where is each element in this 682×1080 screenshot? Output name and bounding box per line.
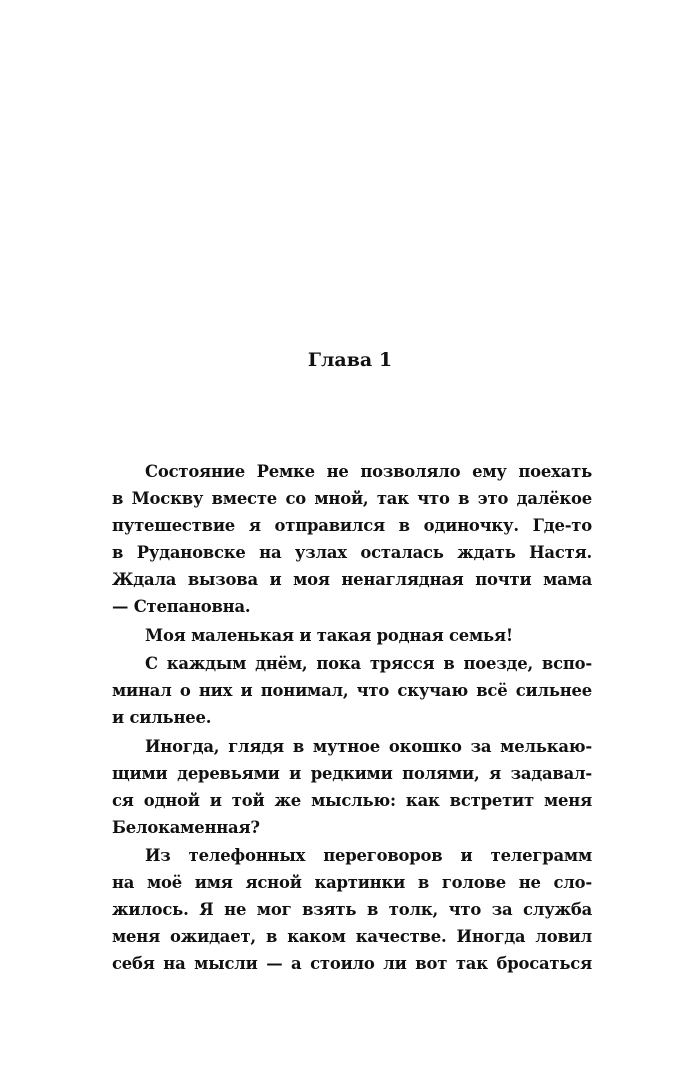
chapter-title: Глава 1 bbox=[307, 349, 393, 371]
text-line: Ждала вызова и моя ненаглядная почти мама bbox=[112, 570, 592, 589]
paragraph bbox=[112, 842, 592, 977]
text-line: ся одной и той же мыслью: как встретит меня bbox=[112, 790, 592, 810]
paragraph bbox=[112, 622, 592, 649]
text-line: Иногда, глядя в мутное окошко за мелькаю- bbox=[145, 736, 592, 756]
text-line: меня ожидает, в каком качестве. Иногда ловил bbox=[112, 927, 592, 946]
text-line: Моя маленькая и такая родная семья! bbox=[145, 625, 513, 645]
text-line: в Рудановске на узлах осталась ждать Настя. bbox=[112, 543, 592, 562]
text-line: Состояние Ремке не позволяло ему поехать bbox=[145, 462, 592, 481]
text-line: на моё имя ясной картинки в голове не сло- bbox=[112, 873, 592, 892]
text-line: — Степановна. bbox=[112, 597, 251, 616]
text-line: путешествие я отправился в одиночку. Где-то bbox=[112, 516, 592, 535]
paragraph bbox=[112, 733, 592, 841]
body-text bbox=[112, 458, 592, 979]
text-line: себя на мысли — а стоило ли вот так бросаться bbox=[112, 954, 592, 973]
text-line: Из телефонных переговоров и телеграмм bbox=[145, 846, 592, 865]
text-line: жилось. Я не мог взять в толк, что за служба bbox=[112, 900, 592, 919]
paragraph bbox=[112, 458, 592, 620]
text-line: С каждым днём, пока трясся в поезде, вспо- bbox=[145, 654, 592, 673]
text-line: щими деревьями и редкими полями, я задавал- bbox=[112, 763, 592, 783]
text-line: и сильнее. bbox=[112, 708, 212, 727]
text-line: Белокаменная? bbox=[112, 817, 260, 837]
text-line: минал о них и понимал, что скучаю всё сильнее bbox=[112, 681, 592, 700]
text-line: в Москву вместе со мной, так что в это далёкое bbox=[112, 489, 592, 508]
paragraph bbox=[112, 650, 592, 731]
